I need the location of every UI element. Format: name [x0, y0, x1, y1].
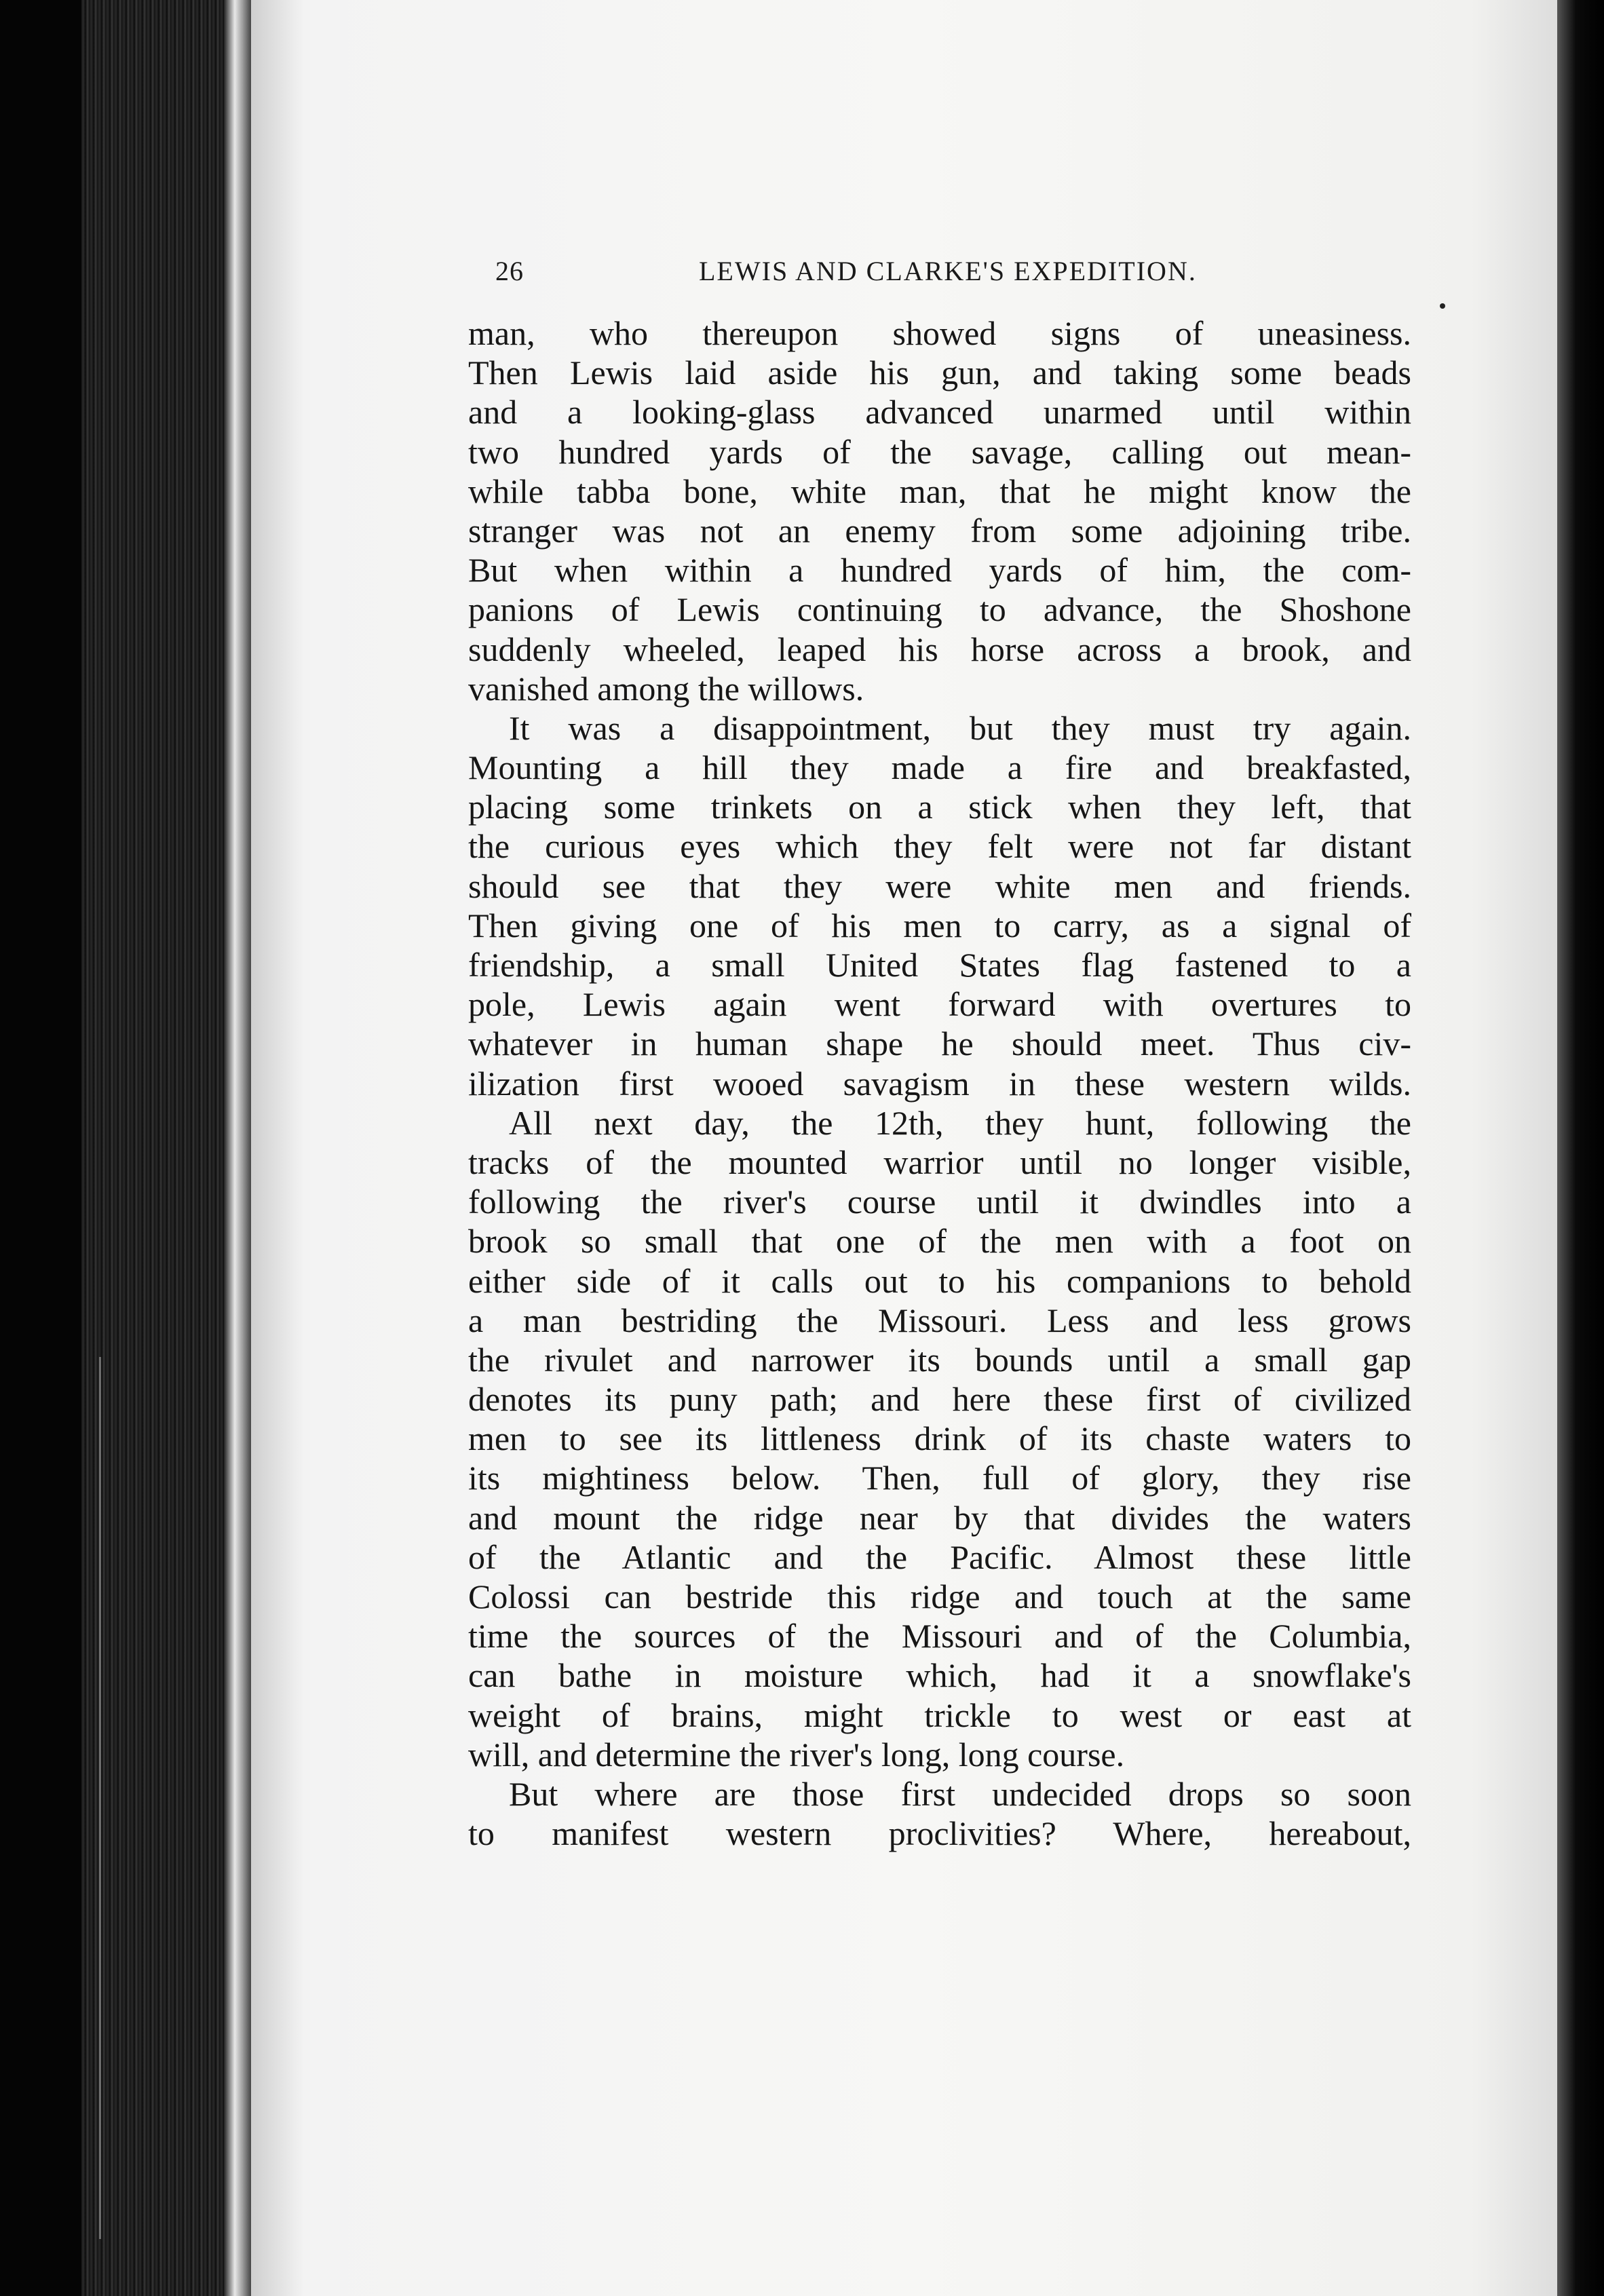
text-line: man, who thereupon showed signs of uneasiness.: [468, 314, 1411, 352]
text-line: It was a disappointment, but they must try again.: [509, 708, 1411, 747]
text-line: weight of brains, might trickle to west or east at: [468, 1696, 1411, 1734]
text-line: following the river's course until it dwindles into a: [468, 1183, 1411, 1221]
body-text: [468, 313, 1411, 1853]
page-edge-highlight: [224, 0, 251, 2296]
text-line: But where are those first undecided drops so soon: [509, 1774, 1411, 1813]
text-line: and a looking-glass advanced unarmed until within: [468, 393, 1411, 432]
text-line: its mightiness below. Then, full of glory, they rise: [468, 1459, 1411, 1497]
text-line: a man bestriding the Missouri. Less and less grows: [468, 1301, 1411, 1339]
text-line: placing some trinkets on a stick when they left, that: [468, 788, 1411, 826]
text-line: to manifest western proclivities? Where, hereabout,: [468, 1814, 1411, 1853]
text-line: will, and determine the river's long, long course.: [468, 1735, 1125, 1774]
text-line: panions of Lewis continuing to advance, the Shoshone: [468, 590, 1411, 629]
speck-mark: [1440, 303, 1445, 309]
text-line: All next day, the 12th, they hunt, following the: [509, 1103, 1411, 1142]
text-line: two hundred yards of the savage, calling out mean-: [468, 432, 1411, 471]
text-line: ilization first wooed savagism in these western wilds.: [468, 1064, 1411, 1103]
text-line: Then Lewis laid aside his gun, and taking some beads: [468, 353, 1411, 392]
text-line: Colossi can bestride this ridge and touch at the same: [468, 1577, 1411, 1615]
text-line: pole, Lewis again went forward with overtures to: [468, 985, 1411, 1024]
text-line: denotes its puny path; and here these first of civilized: [468, 1380, 1411, 1419]
text-line: should see that they were white men and friends.: [468, 866, 1411, 905]
text-line: suddenly wheeled, leaped his horse across a brook, and: [468, 630, 1411, 668]
text-line: while tabba bone, white man, that he might know the: [468, 472, 1411, 510]
text-line: of the Atlantic and the Pacific. Almost these little: [468, 1537, 1411, 1576]
page-number: 26: [495, 256, 524, 286]
text-line: brook so small that one of the men with a foot on: [468, 1222, 1411, 1261]
text-line: the curious eyes which they felt were not far distant: [468, 827, 1411, 866]
text-line: vanished among the willows.: [468, 669, 864, 708]
text-line: Then giving one of his men to carry, as a signal of: [468, 906, 1411, 944]
book-page-edges: [81, 0, 237, 2296]
page-header: [495, 255, 1418, 296]
text-line: can bathe in moisture which, had it a snowflake's: [468, 1656, 1411, 1695]
binding-mark: [99, 1357, 101, 2239]
text-line: stranger was not an enemy from some adjoining tribe.: [468, 511, 1411, 550]
running-head: LEWIS AND CLARKE'S EXPEDITION.: [699, 256, 1197, 286]
text-line: the rivulet and narrower its bounds until a small gap: [468, 1340, 1411, 1379]
text-line: tracks of the mounted warrior until no longer visible,: [468, 1143, 1411, 1181]
text-line: whatever in human shape he should meet. Thus civ-: [468, 1025, 1411, 1063]
text-line: either side of it calls out to his companions to behold: [468, 1261, 1411, 1300]
text-line: and mount the ridge near by that divides the waters: [468, 1498, 1411, 1537]
right-margin-shadow: [1557, 0, 1604, 2296]
text-line: friendship, a small United States flag fastened to a: [468, 946, 1411, 984]
text-line: men to see its littleness drink of its chaste waters to: [468, 1419, 1411, 1458]
text-line: But when within a hundred yards of him, the com-: [468, 551, 1411, 590]
text-line: Mounting a hill they made a fire and breakfasted,: [468, 748, 1411, 787]
text-line: time the sources of the Missouri and of the Columbia,: [468, 1617, 1411, 1656]
